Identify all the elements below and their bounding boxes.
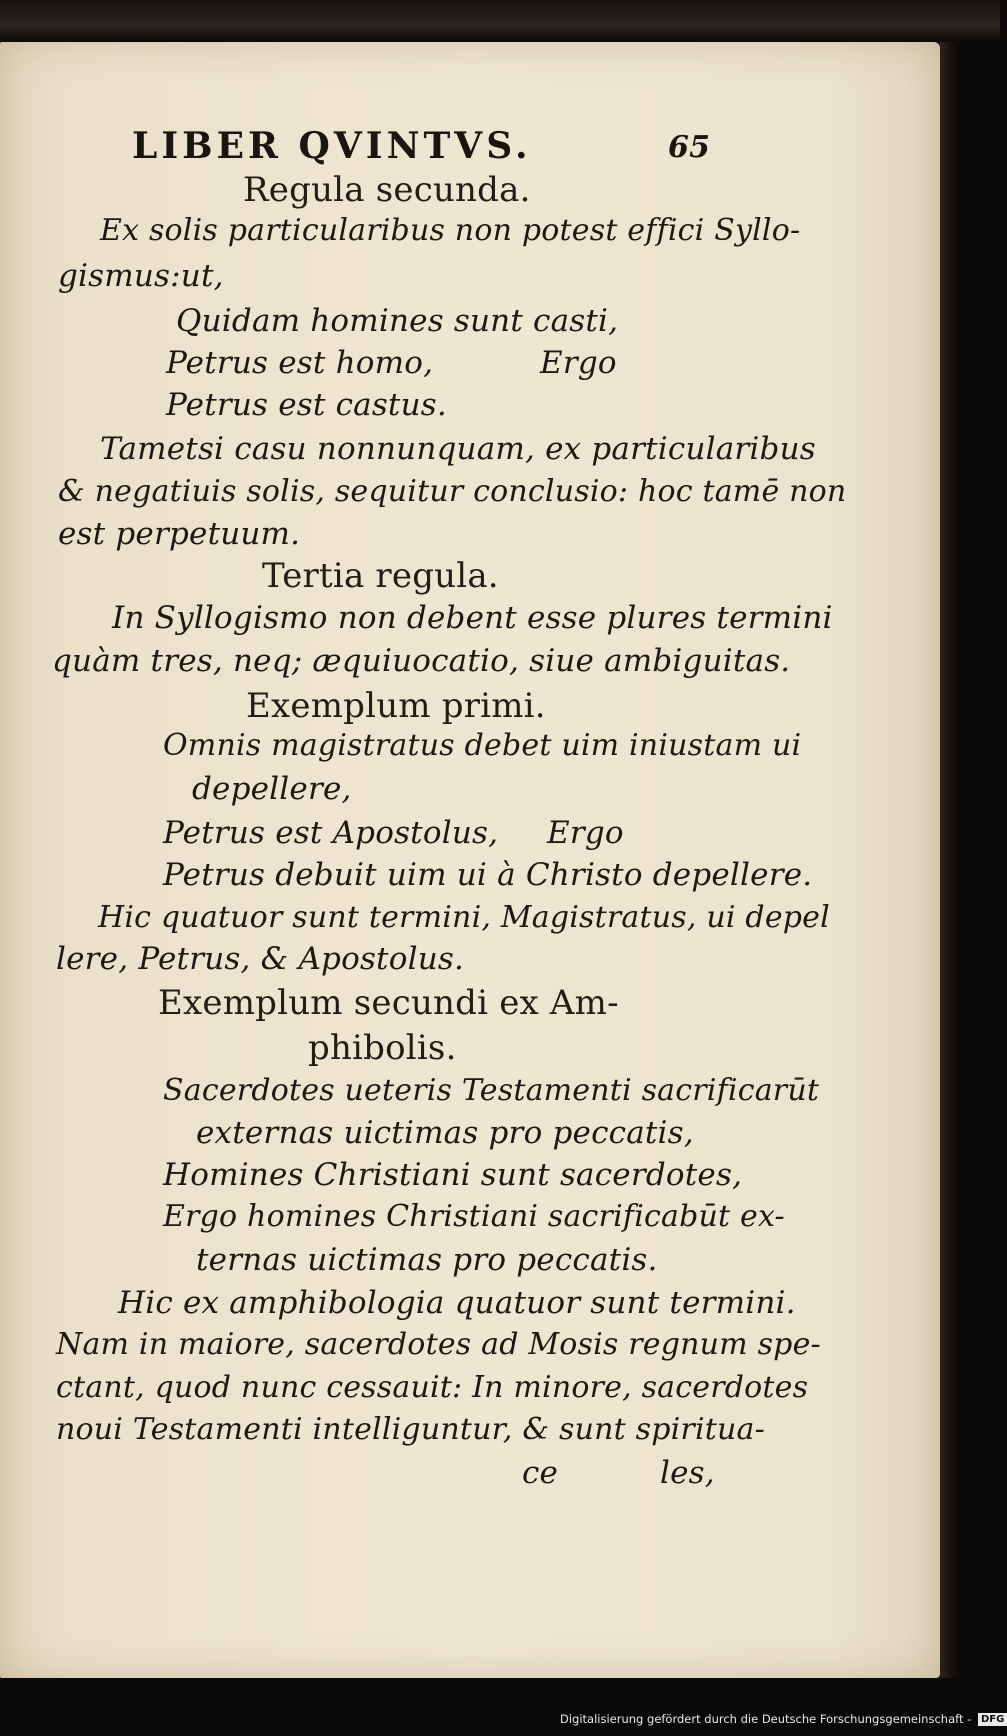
text-line: noui Testamenti intelliguntur, & sunt spiritua- (56, 1412, 765, 1447)
text-line: Sacerdotes ueteris Testamenti sacrificarūt (163, 1073, 820, 1108)
heading-exemplum-secundi-cont: phibolis. (308, 1028, 457, 1068)
text-line: lere, Petrus, & Apostolus. (56, 941, 465, 977)
text-line: Nam in maiore, sacerdotes ad Mosis regnum spe- (56, 1327, 821, 1362)
running-head: LIBER QVINTVS. (132, 125, 532, 167)
text-line: Petrus debuit uim ui à Christo depellere. (163, 857, 813, 893)
text-line: ctant, quod nunc cessauit: In minore, sacerdotes (56, 1370, 809, 1405)
text-line: externas uictimas pro peccatis, (196, 1115, 694, 1151)
page-edge-shadow (940, 42, 958, 1678)
text-line: Ergo homines Christiani sacrificabūt ex- (163, 1199, 785, 1234)
credit-text: Digitalisierung gefördert durch die Deutsche Forschungsgemeinschaft - (560, 1712, 972, 1726)
heading-exemplum-secundi: Exemplum secundi ex Am- (158, 983, 619, 1023)
text-line: Petrus est Apostolus, (163, 815, 499, 851)
text-line: Ex solis particularibus non potest effici Syllo- (100, 213, 801, 248)
text-line: Hic quatuor sunt termini, Magistratus, ui depel (98, 900, 830, 935)
heading-tertia-regula: Tertia regula. (262, 556, 499, 596)
text-line: est perpetuum. (58, 516, 301, 552)
folio-number: 65 (668, 130, 711, 165)
heading-exemplum-primi: Exemplum primi. (246, 686, 546, 726)
text-line: In Syllogismo non debent esse plures termini (112, 600, 833, 636)
ergo-label: Ergo (540, 345, 617, 381)
text-line: ternas uictimas pro peccatis. (196, 1242, 658, 1278)
signature-mark: ce (522, 1455, 559, 1491)
dfg-logo: DFG (978, 1713, 1007, 1726)
text-line: quàm tres, neq; æquiuocatio, siue ambiguitas. (52, 643, 791, 679)
text-line: Tametsi casu nonnunquam, ex particularibus (100, 431, 816, 467)
text-line: Homines Christiani sunt sacerdotes, (163, 1157, 743, 1193)
catchword: les, (660, 1455, 715, 1491)
text-line: Quidam homines sunt casti, (176, 303, 619, 339)
ergo-label: Ergo (547, 815, 624, 851)
heading-regula-secunda: Regula secunda. (243, 170, 531, 210)
text-line: depellere, (192, 771, 352, 807)
text-line: Petrus est castus. (166, 387, 447, 423)
text-line: gismus:ut, (58, 258, 224, 294)
scan-top-edge (0, 0, 1000, 42)
text-line: Omnis magistratus debet uim iniustam ui (163, 728, 802, 763)
digitization-credit (560, 1712, 1007, 1732)
text-line: & negatiuis solis, sequitur conclusio: hoc tamē non (58, 474, 847, 509)
text-line: Petrus est homo, (166, 345, 434, 381)
text-line: Hic ex amphibologia quatuor sunt termini. (118, 1285, 796, 1321)
